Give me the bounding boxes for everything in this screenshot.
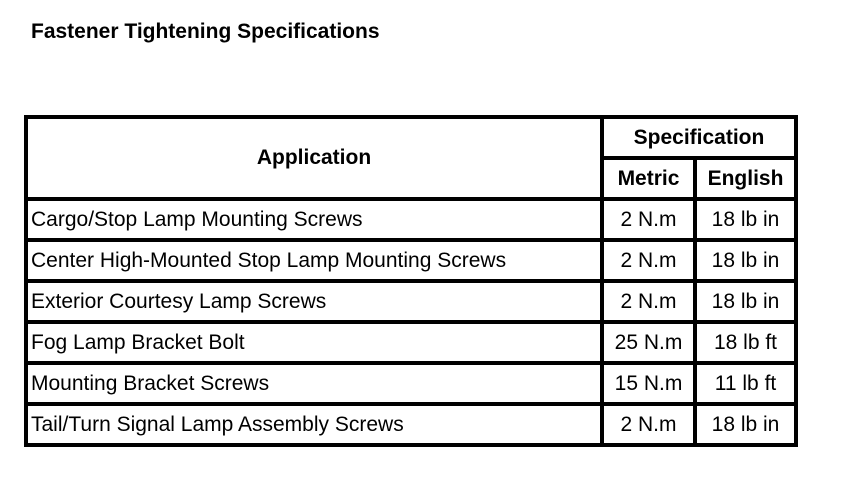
page-title: Fastener Tightening Specifications (31, 20, 380, 43)
cell-metric: 15 N.m (604, 365, 693, 402)
header-metric: Metric (604, 160, 693, 197)
cell-application: Exterior Courtesy Lamp Screws (28, 283, 600, 320)
table-row (28, 365, 794, 402)
cell-english: 18 lb in (697, 201, 794, 238)
cell-english: 18 lb in (697, 406, 794, 443)
fastener-spec-table (24, 115, 798, 447)
cell-metric: 2 N.m (604, 201, 693, 238)
cell-metric: 2 N.m (604, 283, 693, 320)
cell-english: 18 lb in (697, 283, 794, 320)
cell-metric: 2 N.m (604, 406, 693, 443)
table-row (28, 201, 794, 238)
header-english: English (697, 160, 794, 197)
cell-english: 18 lb in (697, 242, 794, 279)
header-application: Application (28, 119, 600, 197)
cell-application: Tail/Turn Signal Lamp Assembly Screws (28, 406, 600, 443)
table-row (28, 242, 794, 279)
cell-metric: 2 N.m (604, 242, 693, 279)
table-header-row (28, 119, 794, 156)
table-row (28, 324, 794, 361)
cell-metric: 25 N.m (604, 324, 693, 361)
cell-application: Cargo/Stop Lamp Mounting Screws (28, 201, 600, 238)
cell-application: Center High-Mounted Stop Lamp Mounting Screws (28, 242, 600, 279)
header-specification: Specification (604, 119, 794, 156)
table-row (28, 406, 794, 443)
cell-application: Fog Lamp Bracket Bolt (28, 324, 600, 361)
table-row (28, 283, 794, 320)
cell-english: 11 lb ft (697, 365, 794, 402)
cell-english: 18 lb ft (697, 324, 794, 361)
cell-application: Mounting Bracket Screws (28, 365, 600, 402)
